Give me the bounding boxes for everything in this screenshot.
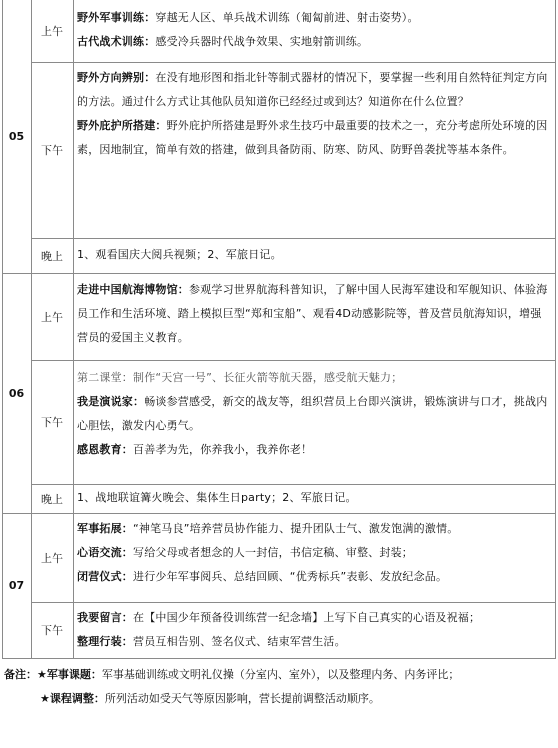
day-border (2, 513, 556, 514)
row-border (31, 602, 556, 603)
activity-line: 1、观看国庆大阅兵视频；2、军旅日记。 (77, 248, 282, 261)
period-label: 下午 (41, 624, 63, 637)
day-label: 07 (8, 579, 25, 592)
session-content (77, 366, 551, 462)
day-label: 06 (8, 386, 25, 400)
row-border (31, 62, 556, 63)
row-border (31, 238, 556, 239)
session-content (77, 606, 551, 654)
day-border (2, 273, 556, 274)
table-border-bottom (2, 658, 556, 659)
session-content (77, 6, 551, 54)
activity-line: 我是演说家：畅谈参营感受，新交的战友等，组织营员上台即兴演讲，锻炼演讲与口才，挑战内心胆怯，激发内心勇气。 (77, 395, 548, 432)
session-content (77, 66, 551, 162)
period-label: 晚上 (41, 492, 63, 506)
activity-line: 野外庇护所搭建：野外庇护所搭建是野外求生技巧中最重要的技术之一，充分考虑所处环境的因素，因地制宜，简单有效的搭建，做到具备防雨、防寒、防风、防野兽袭扰等基本条件。 (77, 119, 548, 156)
row-border (31, 484, 556, 485)
period-label: 上午 (41, 25, 63, 38)
table-border-right (555, 0, 556, 658)
activity-line: 野外方向辨别：在没有地形图和指北针等制式器材的情况下，要掌握一些利用自然特征判定方向的方法。通过什么方式让其他队员知道你已经经过或到达？知道你在什么位置？ (77, 71, 548, 108)
activity-line: 古代战术训练：感受冷兵器时代战争效果、实地射箭训练。 (77, 35, 369, 48)
session-content (77, 517, 551, 589)
period-label: 上午 (41, 310, 63, 324)
session-content (77, 278, 551, 350)
table-divider-period (73, 0, 74, 658)
note-line: 备注：★军事课题：军事基础训练或文明礼仪操（分室内、室外），以及整理内务、内务评比； (4, 668, 460, 681)
activity-line: 闭营仪式：进行少年军事阅兵、总结回顾、“优秀标兵”表彰、发放纪念品。 (77, 570, 448, 583)
activity-line: 军事拓展：“神笔马良”培养营员协作能力、提升团队士气、激发饱满的激情。 (77, 522, 459, 535)
activity-line: 野外军事训练：穿越无人区、单兵战术训练（匍匐前进、射击姿势）。 (77, 11, 419, 24)
notes-label: 备注： (4, 668, 37, 681)
activity-line: 整理行装：营员互相告别、签名仪式、结束军营生活。 (77, 635, 346, 648)
activity-line: 走进中国航海博物馆：参观学习世界航海科普知识，了解中国人民海军建设和军舰知识、体验海员工作和生活环境、踏上模拟巨型“郑和宝船”、观看4D动感影院等，普及营员航海知识，增强营员的爱国主义教育。 (77, 283, 548, 344)
period-label: 下午 (41, 144, 63, 157)
period-label: 下午 (41, 416, 63, 429)
day-label: 05 (8, 130, 25, 143)
session-content (77, 243, 551, 267)
row-border (31, 360, 556, 361)
activity-line: 心语交流：写给父母或者想念的人一封信，书信定稿、审整、封装； (77, 546, 413, 559)
activity-line: 感恩教育：百善孝为先，你养我小，我养你老！ (77, 443, 313, 456)
activity-line: 我要留言：在【中国少年预备役训练营一纪念墙】上写下自己真实的心语及祝福； (77, 611, 481, 624)
session-content (77, 486, 551, 510)
notes-section (0, 663, 558, 711)
activity-line: 1、战地联谊篝火晚会、集体生日party；2、军旅日记。 (77, 491, 357, 504)
period-label: 上午 (41, 551, 63, 565)
period-label: 晚上 (41, 249, 63, 263)
activity-line: 第二课堂：制作“天宫一号”、长征火箭等航天器，感受航天魅力； (77, 371, 403, 384)
note-line: ★课程调整：所列活动如受天气等原因影响，营长提前调整活动顺序。 (40, 692, 380, 705)
